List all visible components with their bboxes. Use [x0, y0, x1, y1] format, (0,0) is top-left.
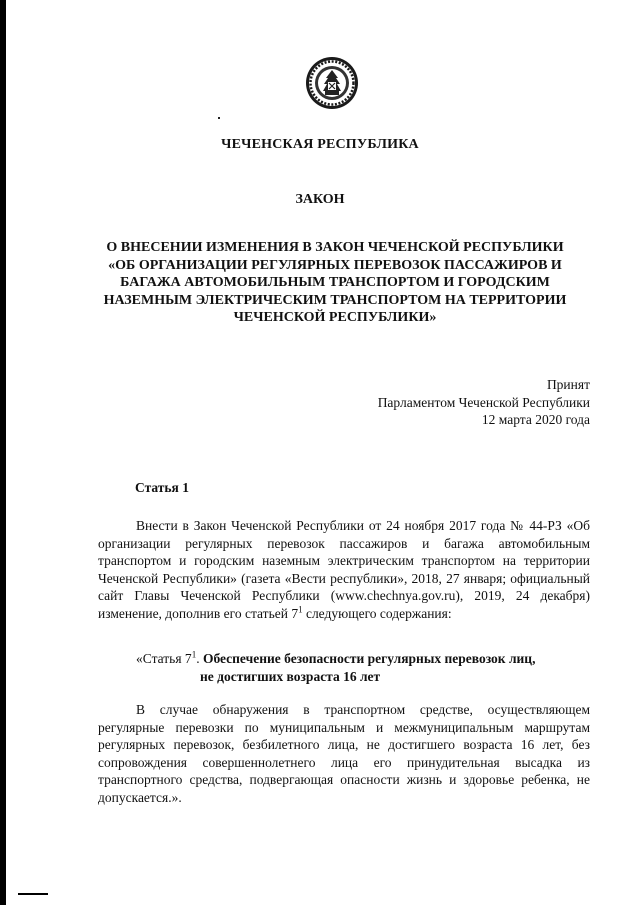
adoption-line: Парламентом Чеченской Республики: [377, 394, 590, 410]
adoption-note: [378, 376, 590, 429]
paragraph-text: Внести в Закон Чеченской Республики от 24 ноября 2017 года № 44-РЗ «Об организации регулярных перевозок пассажиров и багажа автомобильным транспортом и городским наземным электрическим транспортом на территории Чеченской Республики» (газета «Вести республики», 2018, 27 января; официальный сайт Главы Чеченской Республики (www.chechnya.gov.ru), 2019, 24 декабря) изменение, дополнив его статьей 7: [98, 518, 590, 621]
document-type: ЗАКОН: [295, 192, 345, 207]
law-title-line: О ВНЕСЕНИИ ИЗМЕНЕНИЯ В ЗАКОН ЧЕЧЕНСКОЙ РЕСПУБЛИКИ: [106, 240, 564, 255]
scan-speck: [218, 117, 220, 119]
law-title-line: БАГАЖА АВТОМОБИЛЬНЫМ ТРАНСПОРТОМ И ГОРОДСКИМ: [120, 275, 550, 290]
adoption-date: 12 марта 2020 года: [481, 412, 590, 427]
sub-article-title: Обеспечение безопасности регулярных перевозок лиц,: [202, 651, 536, 666]
superscript: 1: [191, 649, 197, 660]
sub-article-dot: .: [196, 651, 203, 666]
scan-mark: [18, 893, 48, 895]
paragraph-text: следующего содержания:: [302, 605, 452, 621]
law-title-line: «ОБ ОРГАНИЗАЦИИ РЕГУЛЯРНЫХ ПЕРЕВОЗОК ПАССАЖИРОВ И: [108, 257, 562, 273]
scan-left-edge: [0, 0, 6, 905]
article-paragraph: В случае обнаружения в транспортном средстве, осуществляющем регулярные перевозки по муниципальным и межмуниципальным маршрутам регулярных перевозок, безбилетного лица, не достигшего возраста 16 лет, без сопровождения совершеннолетнего лица его принудительная высадка из транспортного средства, подвергающая опасности жизнь и здоровье ребенка, не допускается.».: [98, 702, 590, 805]
article-paragraph: [98, 517, 590, 622]
law-title: [80, 239, 590, 327]
republic-name: ЧЕЧЕНСКАЯ РЕСПУБЛИКА: [221, 137, 419, 152]
superscript: 1: [298, 604, 303, 614]
sub-article-title: не достигших возраста 16 лет: [200, 668, 381, 684]
coat-of-arms-icon: [305, 56, 359, 110]
article-heading: Статья 1: [135, 480, 189, 495]
law-title-line: НАЗЕМНЫМ ЭЛЕКТРИЧЕСКИМ ТРАНСПОРТОМ НА ТЕРРИТОРИИ: [103, 292, 567, 308]
adoption-line: Принят: [546, 377, 590, 392]
sub-article-heading: [98, 650, 590, 685]
sub-article-prefix: «Статья 7: [136, 651, 192, 666]
law-title-line: ЧЕЧЕНСКОЙ РЕСПУБЛИКИ»: [233, 310, 437, 325]
